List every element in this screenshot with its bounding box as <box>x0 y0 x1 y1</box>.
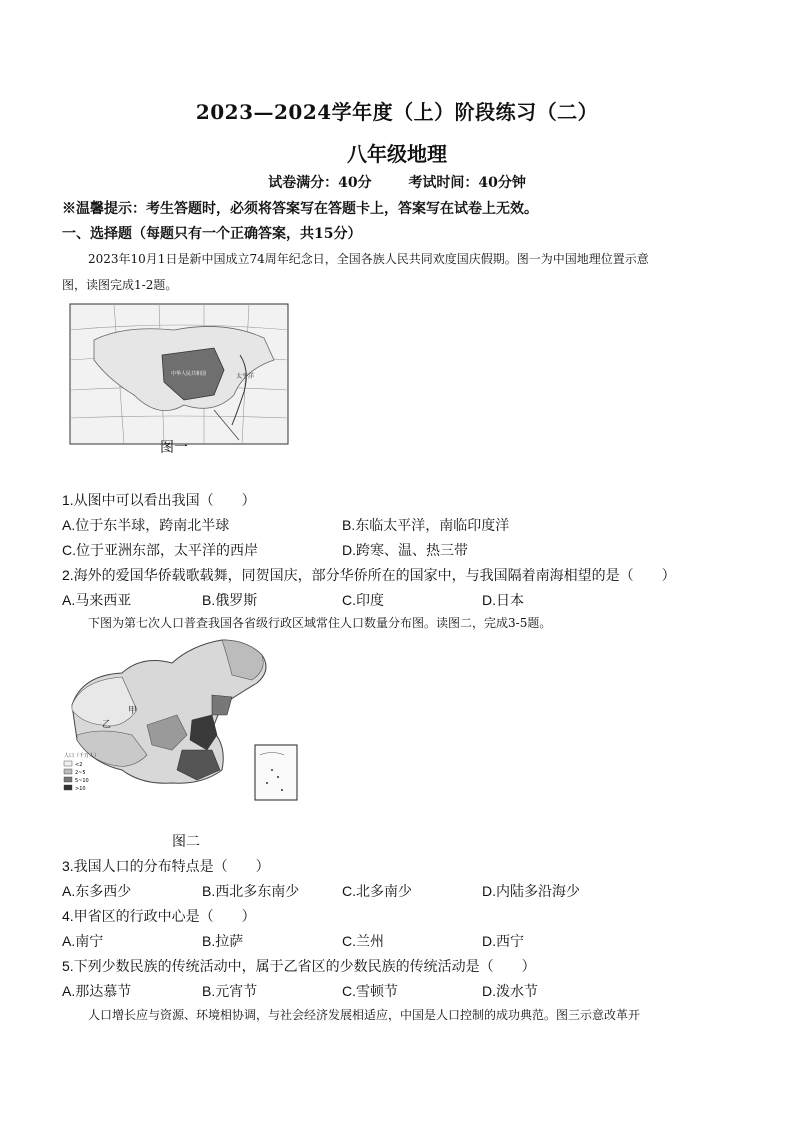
exam-info <box>0 172 794 192</box>
fig2-label-jia: 甲 <box>128 706 138 716</box>
legend-item-4: >10 <box>75 786 86 792</box>
q3-option-b: B.西北多东南少 <box>202 883 300 899</box>
section-title: 一、选择题（每题只有一个正确答案，共15分） <box>62 226 362 242</box>
legend-item-2: 2~5 <box>75 770 86 776</box>
q3-option-c: C.北多南少 <box>342 883 412 899</box>
figure-1-location-map <box>64 300 294 455</box>
intro-paragraph-1 <box>62 246 737 298</box>
q4-option-b: B.拉萨 <box>202 933 244 949</box>
fig1-ocean-label: 太平洋 <box>236 373 255 380</box>
intro-paragraph-2: 下图为第七次人口普查我国各省级行政区域常住人口数量分布图。读图二，完成3-5题。 <box>88 616 552 630</box>
figure-2-population-map <box>62 635 302 805</box>
intro1-line1: 2023年10月1日是新中国成立74周年纪念日，全国各族人民共同欢度国庆假期。图一为中国地理位置示意 <box>88 252 649 266</box>
intro1-line2: 图，读图完成1-2题。 <box>62 278 178 292</box>
legend-item-1: <2 <box>75 762 83 768</box>
q2-option-c: C.印度 <box>342 592 384 608</box>
q2-option-a: A.马来西亚 <box>62 592 132 608</box>
q5-option-b: B.元宵节 <box>202 983 258 999</box>
south-china-sea-inset <box>255 745 297 800</box>
legend-item-3: 5~10 <box>75 778 89 784</box>
q1-option-c: C.位于亚洲东部，太平洋的西岸 <box>62 542 258 558</box>
exam-title: 2023—2024学年度（上）阶段练习（二） <box>195 100 599 124</box>
q2-option-b: B.俄罗斯 <box>202 592 258 608</box>
q1-option-b: B.东临太平洋，南临印度洋 <box>342 517 510 533</box>
intro-paragraph-3: 人口增长应与资源、环境相协调，与社会经济发展相适应，中国是人口控制的成功典范。图三示意改革开 <box>88 1008 641 1022</box>
q5-option-d: D.泼水节 <box>482 983 538 999</box>
q2-option-d: D.日本 <box>482 592 524 608</box>
question-4: 4.甲省区的行政中心是（ ） <box>62 908 256 924</box>
fig2-label-yi: 乙 <box>102 720 112 730</box>
q4-option-c: C.兰州 <box>342 933 384 949</box>
question-2: 2.海外的爱国华侨载歌载舞，同贺国庆，部分华侨所在的国家中，与我国隔着南海相望的是（ ） <box>62 567 676 583</box>
q3-option-d: D.内陆多沿海少 <box>482 883 580 899</box>
score-info: 试卷满分：40分 <box>268 175 372 191</box>
figure-2-caption: 图二 <box>172 833 200 849</box>
question-5: 5.下列少数民族的传统活动中，属于乙省区的少数民族的传统活动是（ ） <box>62 958 536 974</box>
q4-option-d: D.西宁 <box>482 933 524 949</box>
q3-option-a: A.东多西少 <box>62 883 132 899</box>
q1-option-a: A.位于东半球，跨南北半球 <box>62 517 230 533</box>
question-1: 1.从图中可以看出我国（ ） <box>62 492 256 508</box>
time-info: 考试时间：40分钟 <box>408 175 526 191</box>
q5-option-a: A.那达慕节 <box>62 983 132 999</box>
q1-option-d: D.跨寒、温、热三带 <box>342 542 468 558</box>
question-3: 3.我国人口的分布特点是（ ） <box>62 858 270 874</box>
legend-title: 人口（千万人） <box>64 753 100 759</box>
q4-option-a: A.南宁 <box>62 933 104 949</box>
fig1-country-label: 中华人民共和国 <box>171 371 207 377</box>
figure-1-caption: 图一 <box>160 439 188 455</box>
q5-option-c: C.雪顿节 <box>342 983 398 999</box>
exam-subtitle: 八年级地理 <box>347 142 447 166</box>
warm-tip: ※温馨提示：考生答题时，必须将答案写在答题卡上，答案写在试卷上无效。 <box>62 201 538 217</box>
